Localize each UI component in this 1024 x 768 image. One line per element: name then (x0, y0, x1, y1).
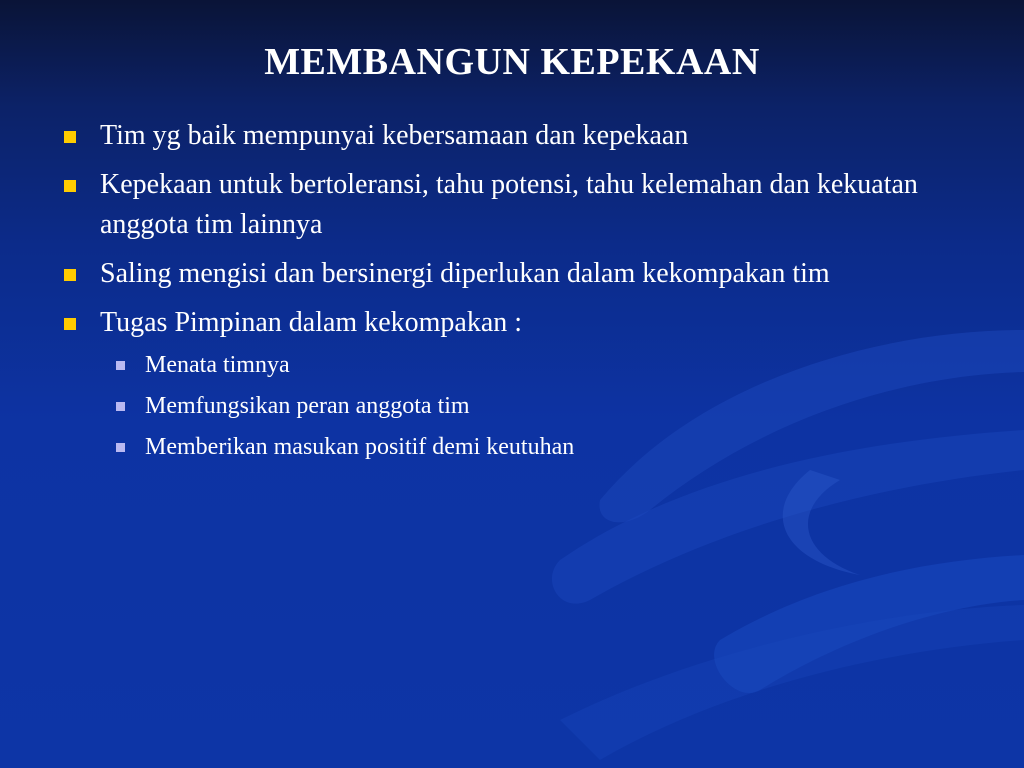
bullet-text: Kepekaan untuk bertoleransi, tahu potensi, tahu kelemahan dan kekuatan anggota tim lainnya (100, 169, 918, 240)
small-square-bullet-icon (116, 361, 125, 370)
bullet-text: Tugas Pimpinan dalam kekompakan : (100, 307, 523, 338)
bullet-text: Tim yg baik mempunyai kebersamaan dan kepekaan (100, 120, 689, 151)
square-bullet-icon (64, 318, 76, 330)
small-square-bullet-icon (116, 443, 125, 452)
square-bullet-icon (64, 180, 76, 192)
sub-bullet-item (60, 390, 980, 422)
sub-bullet-text: Menata timnya (145, 352, 290, 378)
sub-bullet-list (60, 349, 980, 463)
bullet-item (60, 254, 980, 294)
sub-bullet-item (60, 349, 980, 381)
sub-bullet-item (60, 431, 980, 463)
square-bullet-icon (64, 131, 76, 143)
bullet-item (60, 303, 980, 343)
bullet-item (60, 165, 980, 245)
bullet-text: Saling mengisi dan bersinergi diperlukan dalam kekompakan tim (100, 258, 830, 289)
bullet-list (60, 116, 980, 472)
sub-bullet-text: Memfungsikan peran anggota tim (145, 393, 470, 419)
sub-bullet-text: Memberikan masukan positif demi keutuhan (145, 434, 575, 460)
square-bullet-icon (64, 269, 76, 281)
small-square-bullet-icon (116, 402, 125, 411)
slide-title: MEMBANGUN KEPEKAAN (264, 41, 760, 83)
bullet-item (60, 116, 980, 156)
